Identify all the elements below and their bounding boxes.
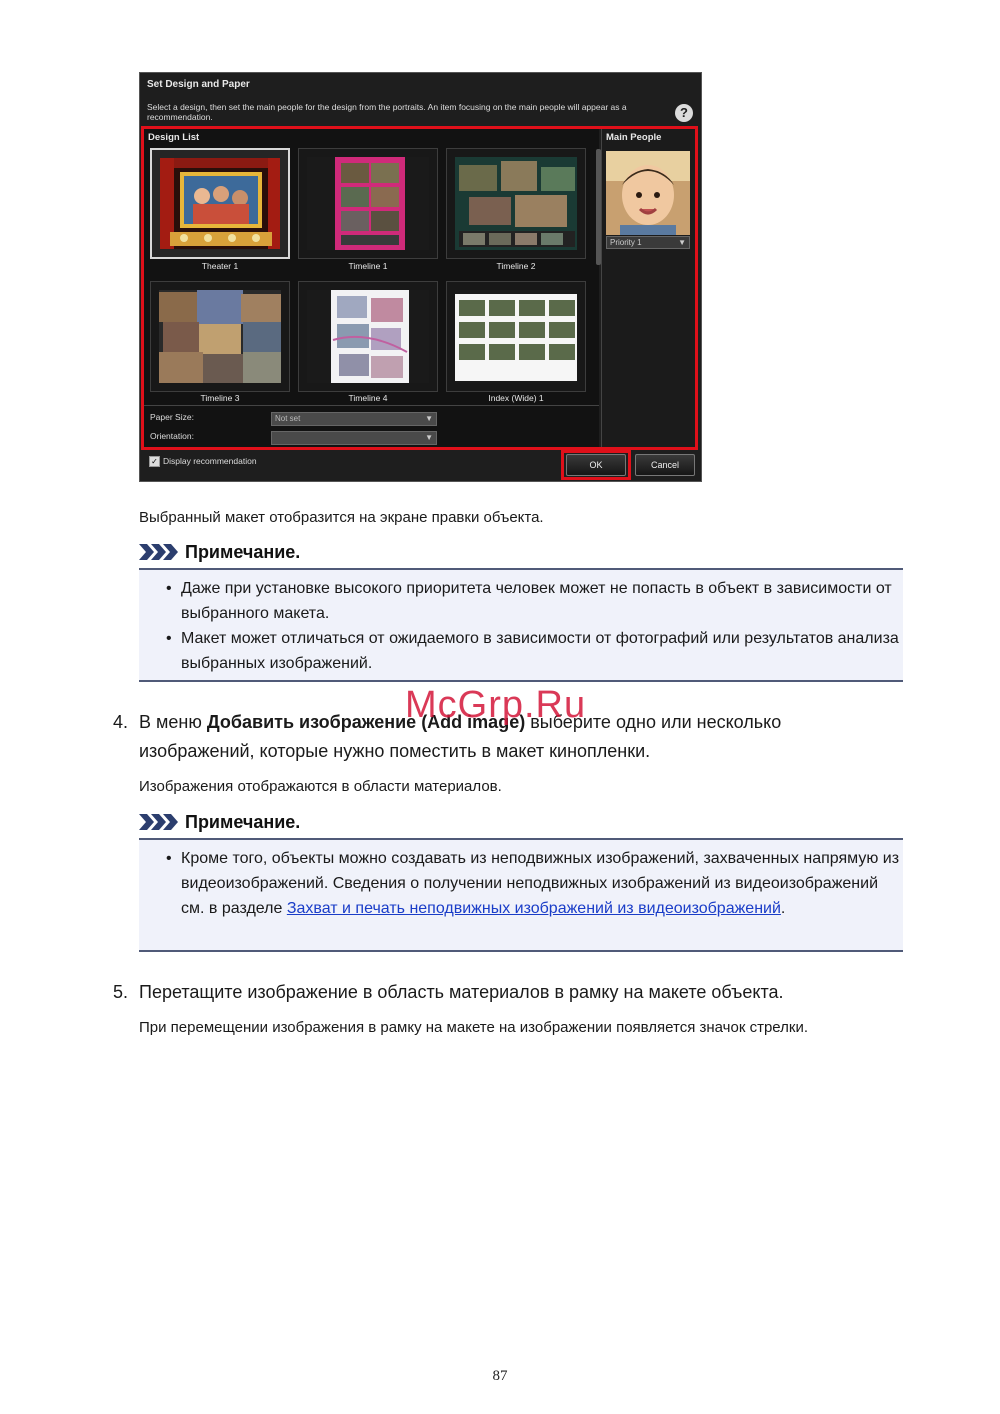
chevron-down-icon: ▼ <box>678 238 686 247</box>
cancel-button[interactable]: Cancel <box>635 454 695 476</box>
menu-name: Добавить изображение (Add image) <box>206 712 526 732</box>
design-label: Timeline 3 <box>200 393 240 403</box>
step-number: 5. <box>113 982 129 1002</box>
design-label: Timeline 4 <box>348 393 388 403</box>
display-recommendation-checkbox[interactable]: ✓ <box>149 456 160 467</box>
display-recommendation-label: Display recommendation <box>163 456 257 466</box>
note-title: Примечание. <box>185 812 301 832</box>
priority-value: Priority 1 <box>610 238 642 247</box>
design-and-people-highlight-frame <box>141 126 698 450</box>
note-item: • Макет может отличаться от ожидаемого в зависимости от фотографий или результатов анализа выбранных изображений. <box>166 630 899 672</box>
chevron-down-icon: ▼ <box>425 433 433 442</box>
note-box-2 <box>139 838 903 952</box>
main-people-label: Main People <box>606 132 662 143</box>
step-text: В меню Добавить изображение (Add image) выберите одно или несколько изображений, которые нужно поместить в макет кинопленки. <box>139 712 782 761</box>
step-5 <box>113 978 873 1007</box>
chevron-down-icon: ▼ <box>425 414 433 423</box>
design-list-label: Design List <box>148 132 200 143</box>
orientation-label: Orientation: <box>150 431 194 441</box>
note-item: • Кроме того, объекты можно создавать из неподвижных изображений, захваченных напрямую из видеоизображений. Сведения о получении неподвижных изображений из видеоизображений см. в разделе Захват и печать неподвижных изображений из видеоизображений. <box>166 850 900 917</box>
dialog-title: Set Design and Paper <box>147 79 250 90</box>
help-icon[interactable]: ? <box>675 104 693 122</box>
note-item: • Даже при установке высокого приоритета человек может не попасть в объект в зависимости от выбранного макета. <box>166 580 892 622</box>
design-label: Index (Wide) 1 <box>488 393 544 403</box>
note-box-1 <box>139 568 903 682</box>
step-4-description: Изображения отображаются в области материалов. <box>139 778 502 795</box>
watermark: McGrp.Ru <box>405 684 587 726</box>
note-title: Примечание. <box>185 542 301 562</box>
dialog-instruction: Select a design, then set the main people for the design from the portraits. An item focusing on the main people will appear as a recommendation. <box>147 102 627 122</box>
step-number: 4. <box>113 712 129 732</box>
step-text: Перетащите изображение в область материалов в рамку на макете объекта. <box>139 982 784 1002</box>
paper-size-label: Paper Size: <box>150 412 194 422</box>
note-arrows-icon <box>139 544 179 560</box>
step-5-description: При перемещении изображения в рамку на макете на изображении появляется значок стрелки. <box>139 1019 808 1036</box>
set-design-and-paper-dialog <box>139 72 702 482</box>
note-arrows-icon <box>139 814 179 830</box>
design-label: Timeline 1 <box>348 261 388 271</box>
capture-still-images-link[interactable]: Захват и печать неподвижных изображений из видеоизображений <box>286 900 781 917</box>
dialog-caption: Выбранный макет отобразится на экране правки объекта. <box>139 509 544 526</box>
ok-button[interactable]: OK <box>566 454 626 476</box>
page-number: 87 <box>492 1368 508 1384</box>
design-label: Timeline 2 <box>496 261 536 271</box>
paper-size-value: Not set <box>275 414 301 423</box>
design-label: Theater 1 <box>201 261 239 271</box>
